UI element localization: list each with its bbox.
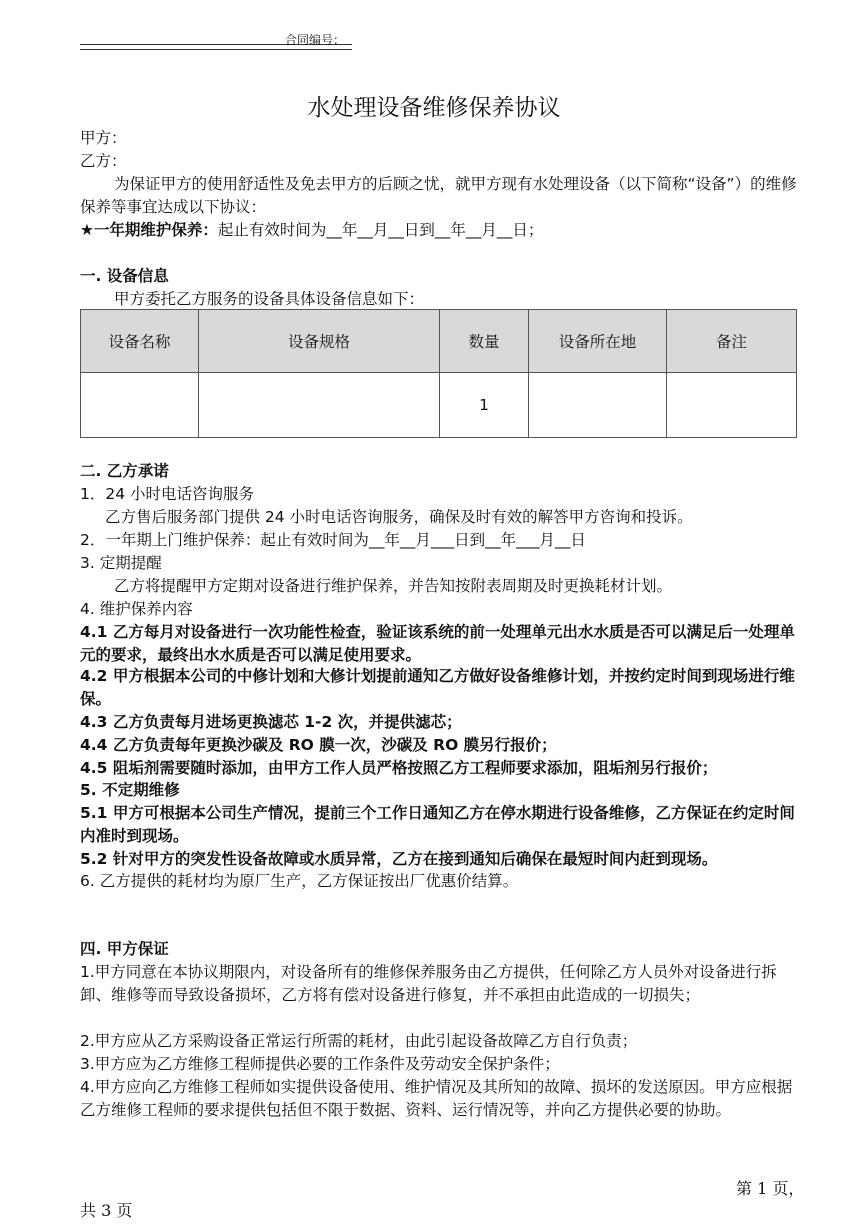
party-a-label: 甲方：	[80, 129, 127, 147]
section2-item5-title: 5. 不定期维修	[80, 781, 180, 799]
maintenance-period-label: ★一年期维护保养：	[80, 221, 218, 239]
section1-intro: 甲方委托乙方服务的设备具体设备信息如下：	[114, 290, 425, 308]
section2-item4-3: 4.3 乙方负责每月进场更换滤芯 1-2 次，并提供滤芯；	[80, 713, 462, 731]
section2-item3-text: 乙方将提醒甲方定期对设备进行维护保养，并告知按附表周期及时更换耗材计划。	[114, 577, 673, 595]
table-header-name: 设备名称	[81, 310, 199, 373]
section2-item4-1: 4.1 乙方每月对设备进行一次功能性检查，验证该系统的前一处理单元出水水质是否可以满足后一处理单元的要求，最终出水水质是否可以满足使用要求。	[80, 623, 795, 664]
table-cell-spec	[199, 373, 440, 438]
section4-heading: 四. 甲方保证	[80, 940, 169, 958]
section2-item4-title: 4. 维护保养内容	[80, 600, 193, 618]
section2-item6: 6. 乙方提供的耗材均为原厂生产，乙方保证按出厂优惠价结算。	[80, 872, 519, 890]
table-cell-qty: 1	[440, 373, 529, 438]
table-header-remark: 备注	[667, 310, 797, 373]
contract-number-label: 合同编号：	[285, 33, 346, 47]
table-header-qty: 数量	[440, 310, 529, 373]
section4-item3: 3.甲方应为乙方维修工程师提供必要的工作条件及劳动安全保护条件；	[80, 1055, 560, 1073]
section2-item4-2: 4.2 甲方根据本公司的中修计划和大修计划提前通知乙方做好设备维修计划，并按约定时间到现场进行维保。	[80, 667, 795, 708]
section1-heading: 一. 设备信息	[80, 267, 169, 285]
section2-item1-title: 1．24 小时电话咨询服务	[80, 485, 255, 503]
section2-item3-title: 3. 定期提醒	[80, 554, 162, 572]
table-header-location: 设备所在地	[529, 310, 667, 373]
section4-item2: 2.甲方应从乙方采购设备正常运行所需的耗材，由此引起设备故障乙方自行负责；	[80, 1032, 638, 1050]
table-row	[81, 373, 797, 438]
table-cell-remark	[667, 373, 797, 438]
table-header-spec: 设备规格	[199, 310, 440, 373]
section2-item1-text: 乙方售后服务部门提供 24 小时电话咨询服务，确保及时有效的解答甲方咨询和投诉。	[105, 508, 693, 526]
party-b-label: 乙方：	[80, 152, 127, 170]
section2-item4-5: 4.5 阻垢剂需要随时添加，由甲方工作人员严格按照乙方工程师要求添加，阻垢剂另行报价；	[80, 759, 718, 777]
intro-paragraph: 为保证甲方的使用舒适性及免去甲方的后顾之忧，就甲方现有水处理设备（以下简称“设备”）的维修保养等事宜达成以下协议：	[80, 175, 797, 216]
section4-item1: 1.甲方同意在本协议期限内，对设备所有的维修保养服务由乙方提供，任何除乙方人员外对设备进行拆卸、维修等而导致设备损坏，乙方将有偿对设备进行修复，并不承担由此造成的一切损失；	[80, 963, 777, 1004]
section2-item5-2: 5.2 针对甲方的突发性设备故障或水质异常，乙方在接到通知后确保在最短时间内赶到现场。	[80, 850, 718, 868]
table-cell-location	[529, 373, 667, 438]
document-title: 水处理设备维修保养协议	[307, 95, 561, 121]
maintenance-period-text: 起止有效时间为__年__月__日到__年__月__日；	[217, 221, 544, 239]
page-total: 共 3 页	[80, 1201, 133, 1220]
maintenance-period	[80, 219, 800, 242]
section2-item2: 2．一年期上门维护保养：起止有效时间为__年__月___日到__年___月__日	[80, 531, 586, 549]
section2-heading: 二. 乙方承诺	[80, 462, 169, 480]
equipment-table	[80, 309, 797, 438]
table-cell-name	[81, 373, 199, 438]
section4-item4: 4.甲方应向乙方维修工程师如实提供设备使用、维护情况及其所知的故障、损坏的发送原因。甲方应根据乙方维修工程师的要求提供包括但不限于数据、资料、运行情况等，并向乙方提供必要的协助。	[80, 1078, 793, 1119]
section2-item4-4: 4.4 乙方负责每年更换沙碳及 RO 膜一次，沙碳及 RO 膜另行报价；	[80, 736, 557, 754]
page-number: 第 1 页，	[736, 1179, 805, 1198]
table-header-row	[81, 310, 797, 373]
section2-item5-1: 5.1 甲方可根据本公司生产情况，提前三个工作日通知乙方在停水期进行设备维修，乙方保证在约定时间内准时到现场。	[80, 804, 795, 845]
